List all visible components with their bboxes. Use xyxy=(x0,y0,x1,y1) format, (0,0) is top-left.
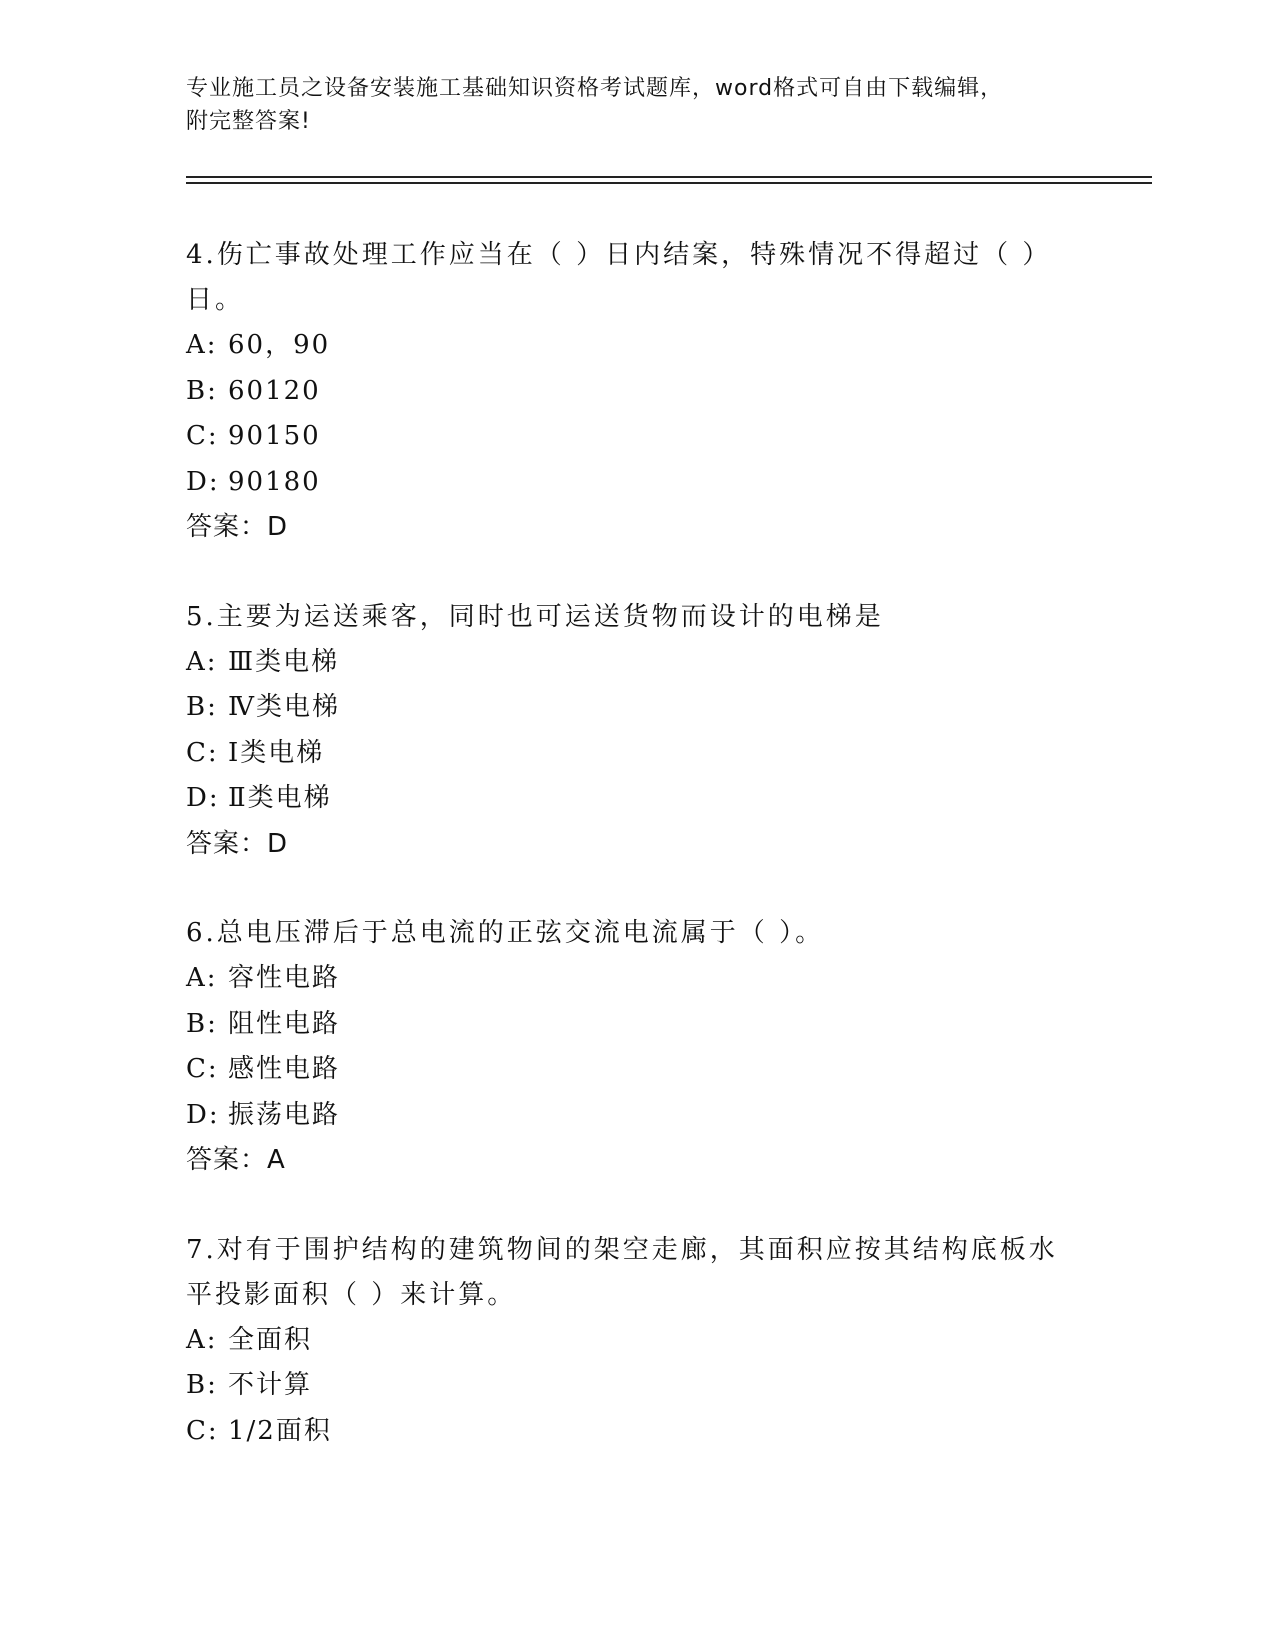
header-divider-bottom xyxy=(186,182,1152,184)
option-text: Ⅲ类电梯 xyxy=(228,646,340,677)
option-text: 振荡电路 xyxy=(228,1099,341,1130)
header-divider-top xyxy=(186,176,1152,178)
option-text: 60120 xyxy=(228,375,321,406)
option-text: 感性电路 xyxy=(228,1054,341,1084)
option-text: 60，90 xyxy=(228,330,331,360)
option-key: A: xyxy=(186,646,218,677)
option-key: D: xyxy=(186,783,220,813)
option-text: 1/2面积 xyxy=(228,1415,332,1446)
option-c xyxy=(186,414,1086,460)
document-header xyxy=(186,72,1066,138)
question-5 xyxy=(186,595,1086,868)
option-text: Ⅰ类电梯 xyxy=(228,737,325,768)
question-stem: 4.伤亡事故处理工作应当在（ ）日内结案，特殊情况不得超过（ ）日。 xyxy=(186,240,1052,315)
option-d xyxy=(186,1093,1086,1139)
option-a xyxy=(186,956,1086,1002)
question-list xyxy=(186,233,1086,1498)
option-key: D: xyxy=(186,1099,220,1130)
option-text: 阻性电路 xyxy=(228,1008,341,1039)
answer-line: 答案：A xyxy=(186,1145,286,1175)
option-b xyxy=(186,685,1086,731)
option-text: Ⅱ类电梯 xyxy=(228,783,332,813)
question-4 xyxy=(186,233,1086,551)
option-text: 容性电路 xyxy=(228,963,341,993)
option-key: B: xyxy=(186,692,218,722)
question-stem: 6.总电压滞后于总电流的正弦交流电流属于（ ）。 xyxy=(186,918,825,948)
option-a xyxy=(186,1318,1086,1364)
option-text: 不计算 xyxy=(228,1370,313,1400)
option-key: B: xyxy=(186,1008,218,1039)
option-key: C: xyxy=(186,1054,219,1084)
question-stem: 5.主要为运送乘客，同时也可运送货物而设计的电梯是 xyxy=(186,601,884,632)
option-key: C: xyxy=(186,737,219,768)
option-key: C: xyxy=(186,1415,219,1446)
option-c xyxy=(186,1409,1086,1455)
option-key: A: xyxy=(186,330,218,360)
option-key: B: xyxy=(186,375,218,406)
option-b xyxy=(186,1002,1086,1048)
option-key: A: xyxy=(186,963,218,993)
option-text: 90150 xyxy=(228,421,321,451)
option-key: A: xyxy=(186,1324,218,1355)
question-7 xyxy=(186,1228,1086,1455)
answer-line: 答案：D xyxy=(186,828,289,859)
option-a xyxy=(186,640,1086,686)
option-b xyxy=(186,1363,1086,1409)
question-6 xyxy=(186,911,1086,1184)
option-a xyxy=(186,323,1086,369)
header-line-2: 附完整答案! xyxy=(186,109,311,134)
option-d xyxy=(186,460,1086,506)
option-b xyxy=(186,369,1086,415)
header-line-1: 专业施工员之设备安装施工基础知识资格考试题库，word格式可自由下载编辑， xyxy=(186,76,1004,101)
option-key: B: xyxy=(186,1370,218,1400)
option-key: C: xyxy=(186,421,219,451)
option-key: D: xyxy=(186,466,220,497)
option-text: 全面积 xyxy=(228,1324,313,1355)
option-d xyxy=(186,776,1086,822)
option-c xyxy=(186,731,1086,777)
answer-line: 答案：D xyxy=(186,512,289,542)
option-c xyxy=(186,1047,1086,1093)
option-text: Ⅳ类电梯 xyxy=(228,692,340,722)
question-stem: 7.对有于围护结构的建筑物间的架空走廊，其面积应按其结构底板水平投影面积（ ）来计算。 xyxy=(186,1234,1058,1310)
option-text: 90180 xyxy=(228,466,321,497)
